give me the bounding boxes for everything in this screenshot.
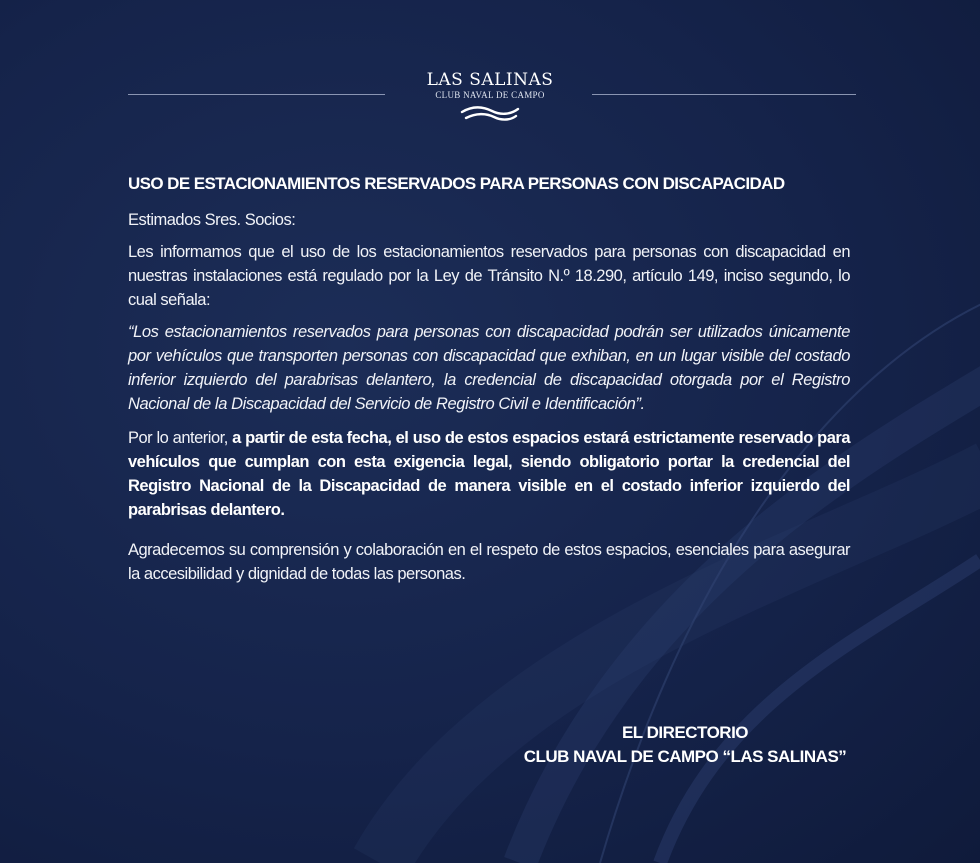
- signature-block: [500, 721, 870, 769]
- letter-body: [128, 172, 850, 594]
- intro-paragraph: Les informamos que el uso de los estacionamientos reservados para personas con discapacidad en nuestras instalaciones está regulado por la Ley de Tránsito N.º 18.290, artículo 149, inciso segundo, lo cual señala:: [128, 243, 850, 309]
- notice-bold-text: a partir de esta fecha, el uso de estos espacios estará estrictamente reservado para vehículos que cumplan con esta exigencia legal, siendo obligatorio portar la credencial del Registro Nacional de la Discapacidad de manera visible en el costado inferior izquierdo del parabrisas delantero.: [128, 429, 851, 519]
- logo-name: LAS SALINAS: [426, 70, 554, 90]
- logo-subtitle: CLUB NAVAL DE CAMPO: [435, 90, 545, 100]
- signature-line-1: EL DIRECTORIO: [621, 723, 749, 742]
- closing-paragraph: Agradecemos su comprensión y colaboración en el respeto de estos espacios, esenciales para asegurar la accesibilidad y dignidad de todas las personas.: [128, 541, 850, 583]
- notice-paragraph: [128, 426, 850, 522]
- header-rule-right: [592, 94, 856, 95]
- header-rule-left: [128, 94, 385, 95]
- document-title: USO DE ESTACIONAMIENTOS RESERVADOS PARA PERSONAS CON DISCAPACIDAD: [128, 174, 785, 193]
- club-logo: [405, 70, 575, 124]
- greeting: Estimados Sres. Socios:: [128, 211, 296, 229]
- notice-lead: Por lo anterior,: [128, 429, 228, 447]
- law-quote: “Los estacionamientos reservados para personas con discapacidad podrán ser utilizados únicamente por vehículos que transporten personas con discapacidad que exhiban, en un lugar visible del costado inferior izquierdo del parabrisas delantero, la credencial de discapacidad otorgada por el Registro Nacional de la Discapacidad del Servicio de Registro Civil e Identificación”.: [128, 323, 850, 413]
- signature-line-2: CLUB NAVAL DE CAMPO “LAS SALINAS”: [523, 747, 847, 766]
- waves-icon: [460, 104, 520, 124]
